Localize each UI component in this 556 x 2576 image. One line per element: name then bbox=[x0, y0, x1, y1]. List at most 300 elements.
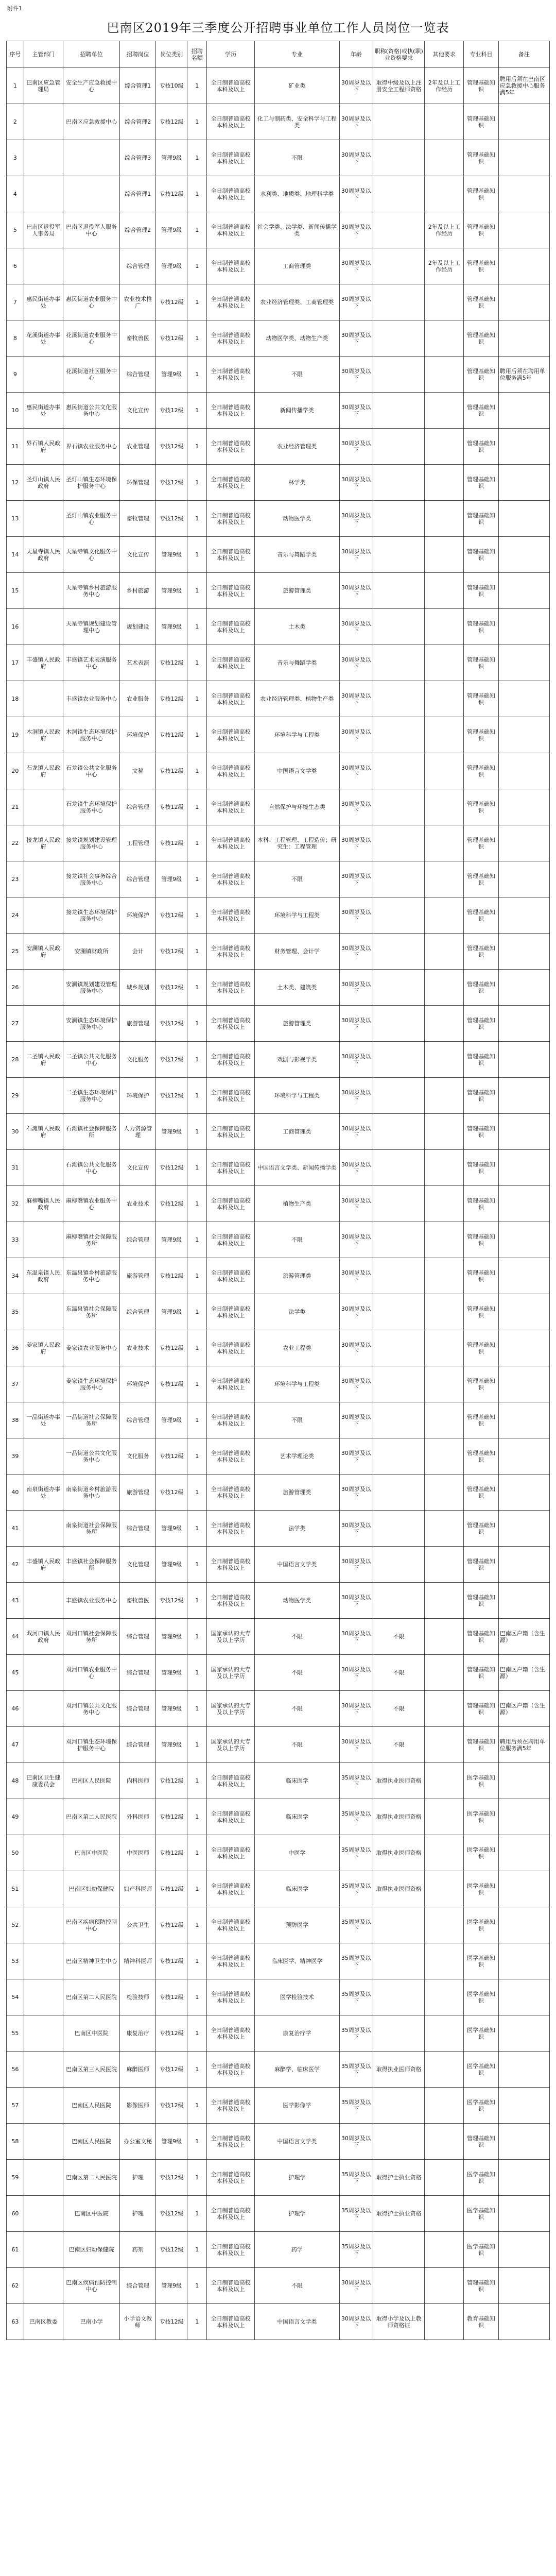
cell-dept: 花溪街道办事处 bbox=[24, 320, 63, 357]
cell-unit: 巴南区妇幼保健院 bbox=[63, 1871, 120, 1907]
cell-post: 综合管理 bbox=[120, 248, 156, 284]
cell-category: 管理9级 bbox=[156, 1655, 187, 1691]
cell-category: 专技12级 bbox=[156, 1799, 187, 1835]
cell-certificate bbox=[373, 1078, 425, 1114]
cell-count: 1 bbox=[187, 1511, 207, 1547]
cell-dept bbox=[24, 104, 63, 140]
cell-certificate bbox=[373, 1438, 425, 1475]
cell-category: 专技12级 bbox=[156, 681, 187, 717]
cell-major: 工商管理类 bbox=[255, 1114, 340, 1150]
cell-other bbox=[425, 1186, 464, 1222]
cell-count: 1 bbox=[187, 2124, 207, 2160]
cell-count: 1 bbox=[187, 248, 207, 284]
cell-major: 不限 bbox=[255, 1727, 340, 1763]
cell-note bbox=[498, 2268, 549, 2304]
cell-no: 28 bbox=[7, 1042, 24, 1078]
cell-note bbox=[498, 1366, 549, 1402]
cell-education: 全日制普通高校本科及以上 bbox=[207, 212, 255, 248]
table-row bbox=[7, 861, 550, 897]
cell-no: 44 bbox=[7, 1619, 24, 1655]
table-row bbox=[7, 1799, 550, 1835]
table-row bbox=[7, 717, 550, 753]
cell-other bbox=[425, 1511, 464, 1547]
cell-post: 农业技术 bbox=[120, 1186, 156, 1222]
table-row bbox=[7, 212, 550, 248]
cell-major: 社会学类、法学类、新闻传播学类 bbox=[255, 212, 340, 248]
cell-no: 1 bbox=[7, 68, 24, 104]
cell-count: 1 bbox=[187, 1330, 207, 1366]
cell-unit: 双河口镇农业服务中心 bbox=[63, 1655, 120, 1691]
table-row bbox=[7, 897, 550, 934]
cell-other bbox=[425, 1907, 464, 1943]
cell-other bbox=[425, 2304, 464, 2340]
cell-dept: 巴南区应急管理局 bbox=[24, 68, 63, 104]
cell-education: 全日制普通高校本科及以上 bbox=[207, 1042, 255, 1078]
cell-age: 30周岁及以下 bbox=[339, 1330, 373, 1366]
cell-no: 10 bbox=[7, 393, 24, 429]
cell-note bbox=[498, 320, 549, 357]
cell-dept: 木洞镇人民政府 bbox=[24, 717, 63, 753]
cell-count: 1 bbox=[187, 393, 207, 429]
cell-dept bbox=[24, 2052, 63, 2088]
cell-unit: 接龙镇社会事务综合服务中心 bbox=[63, 861, 120, 897]
cell-age: 30周岁及以下 bbox=[339, 825, 373, 861]
cell-other bbox=[425, 609, 464, 645]
cell-education: 全日制普通高校本科及以上 bbox=[207, 1258, 255, 1294]
cell-other bbox=[425, 465, 464, 501]
cell-major: 化工与制药类、安全科学与工程类 bbox=[255, 104, 340, 140]
cell-no: 18 bbox=[7, 681, 24, 717]
cell-subject: 医学基础知识 bbox=[464, 2160, 499, 2196]
cell-subject: 管理基础知识 bbox=[464, 320, 499, 357]
header-cell-count: 招聘名额 bbox=[187, 41, 207, 68]
cell-no: 43 bbox=[7, 1583, 24, 1619]
cell-certificate bbox=[373, 176, 425, 212]
cell-category: 专技12级 bbox=[156, 753, 187, 789]
table-row bbox=[7, 1475, 550, 1511]
cell-major: 不限 bbox=[255, 1691, 340, 1727]
cell-education: 全日制普通高校本科及以上 bbox=[207, 934, 255, 970]
cell-subject: 医学基础知识 bbox=[464, 1871, 499, 1907]
cell-major: 旅游管理类 bbox=[255, 573, 340, 609]
cell-subject: 医学基础知识 bbox=[464, 2015, 499, 2052]
cell-count: 1 bbox=[187, 1691, 207, 1727]
cell-certificate: 取得执业医师资格 bbox=[373, 1835, 425, 1871]
cell-other bbox=[425, 2124, 464, 2160]
page-title: 巴南区2019年三季度公开招聘事业单位工作人员岗位一览表 bbox=[107, 21, 449, 35]
table-row bbox=[7, 645, 550, 681]
cell-age: 30周岁及以下 bbox=[339, 789, 373, 825]
cell-no: 41 bbox=[7, 1511, 24, 1547]
cell-category: 管理9级 bbox=[156, 537, 187, 573]
cell-education: 全日制普通高校本科及以上 bbox=[207, 609, 255, 645]
cell-education: 全日制普通高校本科及以上 bbox=[207, 2088, 255, 2124]
cell-unit: 惠民街道公共文化服务中心 bbox=[63, 393, 120, 429]
cell-category: 管理9级 bbox=[156, 2124, 187, 2160]
cell-category: 专技12级 bbox=[156, 501, 187, 537]
table-row bbox=[7, 357, 550, 393]
table-row bbox=[7, 1979, 550, 2015]
cell-certificate bbox=[373, 1294, 425, 1330]
cell-age: 35周岁及以下 bbox=[339, 2015, 373, 2052]
cell-category: 管理9级 bbox=[156, 212, 187, 248]
table-row bbox=[7, 1150, 550, 1186]
cell-certificate bbox=[373, 1366, 425, 1402]
table-row bbox=[7, 393, 550, 429]
table-row bbox=[7, 2196, 550, 2232]
cell-age: 30周岁及以下 bbox=[339, 104, 373, 140]
cell-education: 国家承认的大专及以上学历 bbox=[207, 1691, 255, 1727]
cell-dept bbox=[24, 970, 63, 1006]
cell-other bbox=[425, 1799, 464, 1835]
cell-no: 33 bbox=[7, 1222, 24, 1258]
cell-certificate: 不限 bbox=[373, 1727, 425, 1763]
cell-count: 1 bbox=[187, 501, 207, 537]
cell-subject: 医学基础知识 bbox=[464, 1799, 499, 1835]
cell-unit: 天星寺镇文化服务中心 bbox=[63, 537, 120, 573]
cell-no: 59 bbox=[7, 2160, 24, 2196]
cell-subject: 管理基础知识 bbox=[464, 717, 499, 753]
cell-no: 22 bbox=[7, 825, 24, 861]
cell-post: 畜牧兽医 bbox=[120, 1583, 156, 1619]
cell-note bbox=[498, 284, 549, 320]
cell-certificate bbox=[373, 1979, 425, 2015]
cell-no: 38 bbox=[7, 1402, 24, 1438]
table-row bbox=[7, 2088, 550, 2124]
cell-major: 艺术学理论类 bbox=[255, 1438, 340, 1475]
cell-subject: 医学基础知识 bbox=[464, 1943, 499, 1979]
positions-table bbox=[6, 41, 550, 2340]
cell-dept bbox=[24, 501, 63, 537]
cell-education: 全日制普通高校本科及以上 bbox=[207, 537, 255, 573]
cell-age: 35周岁及以下 bbox=[339, 1835, 373, 1871]
cell-age: 30周岁及以下 bbox=[339, 1042, 373, 1078]
cell-post: 综合管理 bbox=[120, 861, 156, 897]
cell-post: 综合管理 bbox=[120, 1222, 156, 1258]
cell-dept bbox=[24, 1583, 63, 1619]
cell-dept bbox=[24, 1294, 63, 1330]
cell-category: 专技12级 bbox=[156, 2052, 187, 2088]
cell-count: 1 bbox=[187, 1078, 207, 1114]
header-cell-major: 专业 bbox=[255, 41, 340, 68]
cell-unit: 一品街道公共文化服务中心 bbox=[63, 1438, 120, 1475]
cell-certificate bbox=[373, 248, 425, 284]
cell-dept: 惠民街道办事处 bbox=[24, 393, 63, 429]
header-cell-certificate: 职称(资格)或执(职)业资格要求 bbox=[373, 41, 425, 68]
cell-other bbox=[425, 1979, 464, 2015]
cell-subject: 管理基础知识 bbox=[464, 68, 499, 104]
cell-subject: 管理基础知识 bbox=[464, 1006, 499, 1042]
cell-subject: 管理基础知识 bbox=[464, 1402, 499, 1438]
cell-dept bbox=[24, 1006, 63, 1042]
cell-count: 1 bbox=[187, 1150, 207, 1186]
cell-note bbox=[498, 1150, 549, 1186]
cell-post: 小学语文教师 bbox=[120, 2304, 156, 2340]
cell-no: 55 bbox=[7, 2015, 24, 2052]
cell-certificate bbox=[373, 1330, 425, 1366]
cell-count: 1 bbox=[187, 970, 207, 1006]
table-row bbox=[7, 1943, 550, 1979]
cell-no: 49 bbox=[7, 1799, 24, 1835]
cell-major: 环境科学与工程类 bbox=[255, 1078, 340, 1114]
cell-category: 专技12级 bbox=[156, 2015, 187, 2052]
cell-no: 54 bbox=[7, 1979, 24, 2015]
cell-note bbox=[498, 645, 549, 681]
cell-count: 1 bbox=[187, 2052, 207, 2088]
cell-unit: 巴南区第二人民医院 bbox=[63, 1799, 120, 1835]
cell-note: 聘用后须在聘用单位服务满5年 bbox=[498, 1727, 549, 1763]
cell-no: 51 bbox=[7, 1871, 24, 1907]
cell-subject: 管理基础知识 bbox=[464, 1475, 499, 1511]
cell-education: 全日制普通高校本科及以上 bbox=[207, 465, 255, 501]
cell-no: 23 bbox=[7, 861, 24, 897]
cell-post: 农业技术 bbox=[120, 1330, 156, 1366]
cell-no: 48 bbox=[7, 1763, 24, 1799]
cell-major: 护理学 bbox=[255, 2160, 340, 2196]
cell-age: 30周岁及以下 bbox=[339, 897, 373, 934]
table-row bbox=[7, 1907, 550, 1943]
cell-unit: 丰盛镇农业服务中心 bbox=[63, 1583, 120, 1619]
cell-major: 不限 bbox=[255, 1222, 340, 1258]
cell-other bbox=[425, 897, 464, 934]
cell-other bbox=[425, 1006, 464, 1042]
cell-education: 全日制普通高校本科及以上 bbox=[207, 1979, 255, 2015]
cell-major: 麻醉学、临床医学 bbox=[255, 2052, 340, 2088]
cell-unit: 双河口镇公共文化服务中心 bbox=[63, 1691, 120, 1727]
cell-no: 11 bbox=[7, 429, 24, 465]
cell-dept bbox=[24, 573, 63, 609]
cell-education: 全日制普通高校本科及以上 bbox=[207, 357, 255, 393]
cell-subject: 管理基础知识 bbox=[464, 681, 499, 717]
cell-age: 35周岁及以下 bbox=[339, 2088, 373, 2124]
cell-unit: 巴南区应急救援中心 bbox=[63, 104, 120, 140]
cell-major: 药学 bbox=[255, 2232, 340, 2268]
cell-category: 专技12级 bbox=[156, 1871, 187, 1907]
table-header bbox=[7, 41, 550, 68]
cell-age: 30周岁及以下 bbox=[339, 176, 373, 212]
cell-unit: 东温泉镇社会保障服务所 bbox=[63, 1294, 120, 1330]
cell-note bbox=[498, 789, 549, 825]
cell-education: 全日制普通高校本科及以上 bbox=[207, 429, 255, 465]
cell-count: 1 bbox=[187, 1547, 207, 1583]
cell-major: 农业工程类 bbox=[255, 1330, 340, 1366]
cell-age: 30周岁及以下 bbox=[339, 1294, 373, 1330]
cell-subject: 管理基础知识 bbox=[464, 1042, 499, 1078]
cell-other bbox=[425, 1943, 464, 1979]
cell-subject: 管理基础知识 bbox=[464, 1330, 499, 1366]
cell-age: 30周岁及以下 bbox=[339, 68, 373, 104]
cell-dept: 接龙镇人民政府 bbox=[24, 825, 63, 861]
cell-major: 动物医学类、动物生产类 bbox=[255, 320, 340, 357]
cell-major: 水利类、地质类、地理科学类 bbox=[255, 176, 340, 212]
cell-no: 63 bbox=[7, 2304, 24, 2340]
cell-age: 30周岁及以下 bbox=[339, 1006, 373, 1042]
cell-other bbox=[425, 1078, 464, 1114]
cell-certificate bbox=[373, 753, 425, 789]
cell-post: 康复治疗 bbox=[120, 2015, 156, 2052]
cell-post: 农业技术推广 bbox=[120, 284, 156, 320]
cell-certificate bbox=[373, 1583, 425, 1619]
cell-unit: 巴南小学 bbox=[63, 2304, 120, 2340]
cell-note bbox=[498, 1114, 549, 1150]
cell-certificate bbox=[373, 1402, 425, 1438]
cell-post: 畜牧兽医 bbox=[120, 320, 156, 357]
cell-no: 7 bbox=[7, 284, 24, 320]
cell-certificate bbox=[373, 537, 425, 573]
table-row bbox=[7, 537, 550, 573]
cell-note bbox=[498, 1438, 549, 1475]
cell-post: 会计 bbox=[120, 934, 156, 970]
cell-subject: 管理基础知识 bbox=[464, 1294, 499, 1330]
cell-age: 35周岁及以下 bbox=[339, 1763, 373, 1799]
cell-dept bbox=[24, 248, 63, 284]
header-cell-dept: 主管部门 bbox=[24, 41, 63, 68]
cell-no: 35 bbox=[7, 1294, 24, 1330]
cell-major: 农业经济管理类、植物生产类 bbox=[255, 681, 340, 717]
cell-age: 30周岁及以下 bbox=[339, 1366, 373, 1402]
cell-unit: 界石镇农业服务中心 bbox=[63, 429, 120, 465]
cell-dept: 巴南区退役军人事务局 bbox=[24, 212, 63, 248]
cell-major: 不限 bbox=[255, 2268, 340, 2304]
cell-dept: 石龙镇人民政府 bbox=[24, 753, 63, 789]
cell-other bbox=[425, 501, 464, 537]
cell-certificate: 取得执业医师资格 bbox=[373, 2052, 425, 2088]
cell-subject: 管理基础知识 bbox=[464, 429, 499, 465]
cell-no: 57 bbox=[7, 2088, 24, 2124]
cell-age: 30周岁及以下 bbox=[339, 753, 373, 789]
header-cell-age: 年龄 bbox=[339, 41, 373, 68]
cell-category: 专技12级 bbox=[156, 1042, 187, 1078]
cell-post: 综合管理 bbox=[120, 357, 156, 393]
cell-post: 麻醉医师 bbox=[120, 2052, 156, 2088]
cell-education: 全日制普通高校本科及以上 bbox=[207, 1511, 255, 1547]
cell-age: 30周岁及以下 bbox=[339, 934, 373, 970]
cell-post: 护理 bbox=[120, 2196, 156, 2232]
cell-subject: 管理基础知识 bbox=[464, 393, 499, 429]
cell-post: 内科医师 bbox=[120, 1763, 156, 1799]
cell-subject: 管理基础知识 bbox=[464, 753, 499, 789]
cell-age: 30周岁及以下 bbox=[339, 320, 373, 357]
cell-subject: 管理基础知识 bbox=[464, 970, 499, 1006]
cell-education: 全日制普通高校本科及以上 bbox=[207, 970, 255, 1006]
cell-other bbox=[425, 1222, 464, 1258]
cell-certificate bbox=[373, 465, 425, 501]
cell-education: 全日制普通高校本科及以上 bbox=[207, 1763, 255, 1799]
cell-post: 外科医师 bbox=[120, 1799, 156, 1835]
cell-category: 专技12级 bbox=[156, 284, 187, 320]
cell-count: 1 bbox=[187, 1475, 207, 1511]
cell-age: 30周岁及以下 bbox=[339, 1150, 373, 1186]
cell-count: 1 bbox=[187, 681, 207, 717]
cell-unit: 花溪街道农业服务中心 bbox=[63, 320, 120, 357]
cell-major: 中医学 bbox=[255, 1835, 340, 1871]
cell-post: 环境保护 bbox=[120, 897, 156, 934]
cell-category: 专技12级 bbox=[156, 2232, 187, 2268]
cell-other bbox=[425, 1475, 464, 1511]
cell-count: 1 bbox=[187, 357, 207, 393]
cell-certificate bbox=[373, 1186, 425, 1222]
cell-other bbox=[425, 1114, 464, 1150]
cell-note bbox=[498, 176, 549, 212]
cell-age: 30周岁及以下 bbox=[339, 1475, 373, 1511]
cell-count: 1 bbox=[187, 2268, 207, 2304]
table-row bbox=[7, 1871, 550, 1907]
cell-note bbox=[498, 753, 549, 789]
cell-subject: 管理基础知识 bbox=[464, 1150, 499, 1186]
header-cell-unit: 招聘单位 bbox=[63, 41, 120, 68]
cell-dept: 丰盛镇人民政府 bbox=[24, 645, 63, 681]
cell-category: 管理9级 bbox=[156, 573, 187, 609]
cell-education: 全日制普通高校本科及以上 bbox=[207, 1907, 255, 1943]
header-cell-category: 岗位类别 bbox=[156, 41, 187, 68]
cell-subject: 管理基础知识 bbox=[464, 897, 499, 934]
table-row bbox=[7, 2268, 550, 2304]
header-cell-education: 学历 bbox=[207, 41, 255, 68]
cell-note bbox=[498, 1258, 549, 1294]
cell-category: 专技12级 bbox=[156, 1006, 187, 1042]
cell-major: 中国语言文学类、新闻传播学类 bbox=[255, 1150, 340, 1186]
header-cell-note: 备注 bbox=[498, 41, 549, 68]
cell-no: 31 bbox=[7, 1150, 24, 1186]
cell-category: 专技12级 bbox=[156, 104, 187, 140]
cell-category: 管理9级 bbox=[156, 1402, 187, 1438]
cell-education: 全日制普通高校本科及以上 bbox=[207, 2015, 255, 2052]
cell-dept bbox=[24, 2160, 63, 2196]
cell-major: 土木类、建筑类 bbox=[255, 970, 340, 1006]
cell-post: 综合管理 bbox=[120, 2268, 156, 2304]
cell-education: 国家承认的大专及以上学历 bbox=[207, 1619, 255, 1655]
cell-education: 国家承认的大专及以上学历 bbox=[207, 1727, 255, 1763]
cell-certificate: 取得执业医师资格 bbox=[373, 1871, 425, 1907]
cell-age: 35周岁及以下 bbox=[339, 1943, 373, 1979]
cell-age: 30周岁及以下 bbox=[339, 357, 373, 393]
cell-post: 乡村旅游 bbox=[120, 573, 156, 609]
cell-education: 全日制普通高校本科及以上 bbox=[207, 1366, 255, 1402]
cell-unit: 二圣镇生态环境保护服务中心 bbox=[63, 1078, 120, 1114]
cell-certificate: 取得护士执业资格 bbox=[373, 2160, 425, 2196]
table-row bbox=[7, 429, 550, 465]
cell-other bbox=[425, 789, 464, 825]
cell-post: 环境保护 bbox=[120, 1078, 156, 1114]
cell-major: 预防医学 bbox=[255, 1907, 340, 1943]
cell-note bbox=[498, 2088, 549, 2124]
cell-certificate bbox=[373, 1511, 425, 1547]
cell-education: 全日制普通高校本科及以上 bbox=[207, 717, 255, 753]
cell-subject: 管理基础知识 bbox=[464, 2268, 499, 2304]
cell-count: 1 bbox=[187, 897, 207, 934]
cell-post: 综合管理2 bbox=[120, 212, 156, 248]
cell-subject: 管理基础知识 bbox=[464, 465, 499, 501]
cell-major: 中国语言文学类 bbox=[255, 2304, 340, 2340]
cell-age: 30周岁及以下 bbox=[339, 1222, 373, 1258]
cell-other bbox=[425, 573, 464, 609]
cell-other bbox=[425, 1150, 464, 1186]
cell-education: 全日制普通高校本科及以上 bbox=[207, 1114, 255, 1150]
cell-certificate bbox=[373, 2124, 425, 2160]
cell-certificate: 取得护士执业资格 bbox=[373, 2196, 425, 2232]
cell-education: 全日制普通高校本科及以上 bbox=[207, 1186, 255, 1222]
cell-no: 13 bbox=[7, 501, 24, 537]
table-row bbox=[7, 970, 550, 1006]
cell-unit: 石龙镇公共文化服务中心 bbox=[63, 753, 120, 789]
cell-category: 管理9级 bbox=[156, 1222, 187, 1258]
cell-count: 1 bbox=[187, 2088, 207, 2124]
cell-count: 1 bbox=[187, 1366, 207, 1402]
table-row bbox=[7, 1402, 550, 1438]
attachment-label: 附件1 bbox=[7, 5, 22, 12]
cell-no: 8 bbox=[7, 320, 24, 357]
cell-education: 全日制普通高校本科及以上 bbox=[207, 1078, 255, 1114]
